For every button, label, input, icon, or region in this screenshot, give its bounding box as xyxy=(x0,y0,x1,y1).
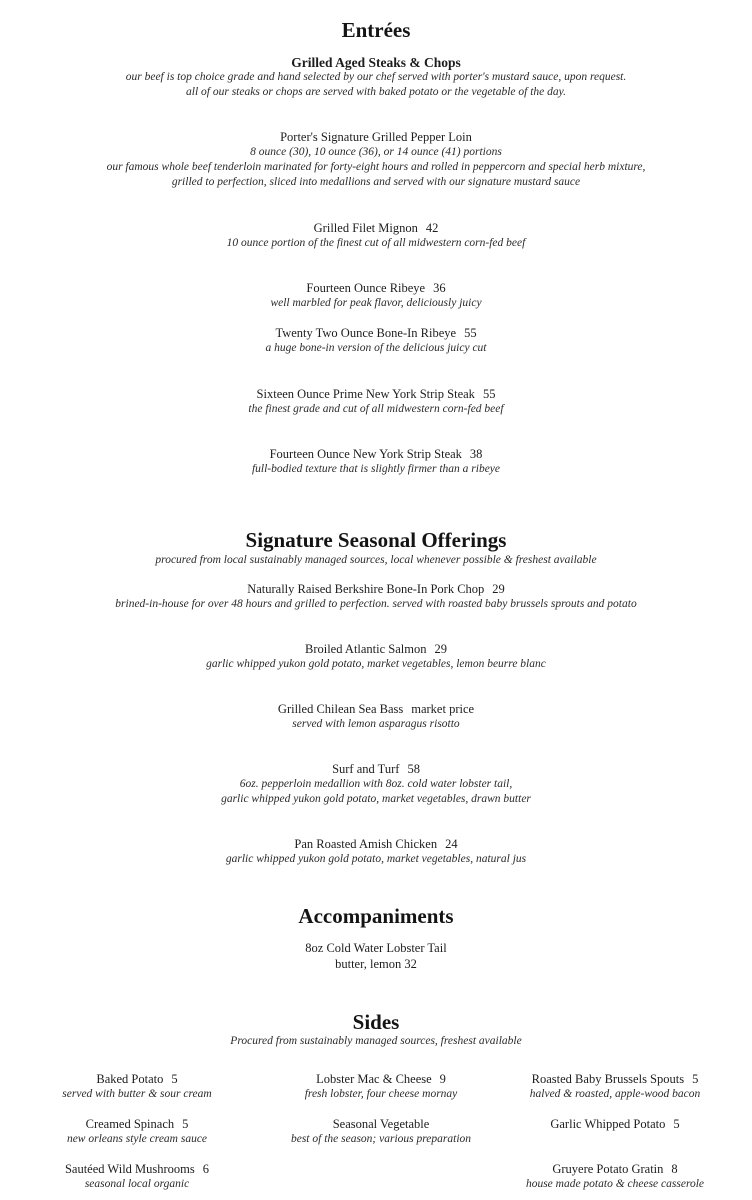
item-price: 24 xyxy=(445,837,458,851)
item-name: Grilled Chilean Sea Bass xyxy=(277,702,404,716)
item-name: Porter's Signature Grilled Pepper Loin xyxy=(280,130,472,144)
menu-item xyxy=(0,280,752,311)
item-name: Surf and Turf xyxy=(332,762,400,776)
item-name: Garlic Whipped Potato xyxy=(550,1117,666,1131)
item-name: Seasonal Vegetable xyxy=(332,1117,430,1131)
item-description: full-bodied texture that is slightly firmer than a ribeye xyxy=(251,463,501,475)
item-description: served with butter & sour cream xyxy=(62,1088,212,1100)
item-description: the finest grade and cut of all midwestern corn-fed beef xyxy=(248,403,504,415)
item-price: 5 xyxy=(182,1117,189,1131)
item-description: brined-in-house for over 48 hours and grilled to perfection. served with roasted baby brussels sprouts and potato xyxy=(115,598,637,610)
item-price: 42 xyxy=(425,221,439,235)
item-name: Sautéed Wild Mushrooms xyxy=(64,1162,195,1176)
steaks-chops-subheading: Grilled Aged Steaks & Chops xyxy=(291,55,461,70)
menu-item xyxy=(0,446,752,477)
sides-intro: Procured from sustainably managed sources, freshest available xyxy=(230,1035,522,1047)
item-price: 58 xyxy=(407,762,420,776)
item-name: Roasted Baby Brussels Spouts xyxy=(531,1072,685,1086)
item-name: Fourteen Ounce Ribeye xyxy=(306,281,426,295)
item-name: Lobster Mac & Cheese xyxy=(316,1072,432,1086)
item-price: 55 xyxy=(482,387,496,401)
item-description: halved & roasted, apple-wood bacon xyxy=(529,1088,701,1100)
item-description: grilled to perfection, sliced into medallions and served with our signature mustard sauce xyxy=(171,176,581,188)
menu-item xyxy=(0,940,752,972)
item-price: 9 xyxy=(439,1072,446,1086)
item-description: seasonal local organic xyxy=(84,1178,190,1190)
item-description: garlic whipped yukon gold potato, market vegetables, drawn butter xyxy=(221,793,531,805)
item-name: 8oz Cold Water Lobster Tail xyxy=(305,941,447,955)
side-item xyxy=(12,1161,262,1192)
item-description: 10 ounce portion of the finest cut of all midwestern corn-fed beef xyxy=(226,237,526,249)
item-price: 29 xyxy=(434,642,447,656)
side-item xyxy=(490,1116,740,1132)
signature-heading: Signature Seasonal Offerings xyxy=(245,528,507,552)
item-name: Twenty Two Ounce Bone-In Ribeye xyxy=(275,326,457,340)
signature-intro: procured from local sustainably managed sources, local whenever possible & freshest available xyxy=(155,554,597,566)
item-price: 29 xyxy=(492,582,505,596)
item-description: garlic whipped yukon gold potato, market vegetables, lemon beurre blanc xyxy=(206,658,546,670)
item-description: 8 ounce (30), 10 ounce (36), or 14 ounce (41) portions xyxy=(250,146,502,158)
item-price: 55 xyxy=(464,326,477,340)
item-price: 38 xyxy=(469,447,483,461)
side-item xyxy=(256,1071,506,1102)
item-description: new orleans style cream sauce xyxy=(66,1133,208,1145)
item-description: fresh lobster, four cheese mornay xyxy=(304,1088,458,1100)
item-description: 6oz. pepperloin medallion with 8oz. cold water lobster tail, xyxy=(239,778,513,790)
item-description: a huge bone-in version of the delicious juicy cut xyxy=(265,342,487,354)
item-price: 6 xyxy=(202,1162,210,1176)
item-price: market price xyxy=(411,702,475,716)
side-item xyxy=(256,1116,506,1147)
item-name: Fourteen Ounce New York Strip Steak xyxy=(269,447,462,461)
menu-item xyxy=(0,129,752,190)
item-name: Pan Roasted Amish Chicken xyxy=(294,837,438,851)
item-name: Sixteen Ounce Prime New York Strip Steak xyxy=(256,387,475,401)
menu-item xyxy=(0,641,752,672)
menu-item xyxy=(0,325,752,356)
item-description: garlic whipped yukon gold potato, market vegetables, natural jus xyxy=(225,853,527,865)
item-name: Broiled Atlantic Salmon xyxy=(304,642,427,656)
item-description: well marbled for peak flavor, deliciously juicy xyxy=(270,297,482,309)
item-price: 5 xyxy=(171,1072,178,1086)
menu-item xyxy=(0,581,752,612)
item-price: 36 xyxy=(433,281,446,295)
accompaniments-heading: Accompaniments xyxy=(298,904,454,928)
entrees-heading: Entrées xyxy=(341,18,411,42)
menu-item xyxy=(0,836,752,867)
item-description: our famous whole beef tenderloin marinated for forty-eight hours and rolled in peppercorn and special herb mixture, xyxy=(106,161,646,173)
steaks-intro-line-1: our beef is top choice grade and hand selected by our chef served with porter's mustard sauce, upon request. xyxy=(125,71,627,83)
item-name: Gruyere Potato Gratin xyxy=(552,1162,664,1176)
item-name: Grilled Filet Mignon xyxy=(313,221,418,235)
item-price: 5 xyxy=(673,1117,680,1131)
side-item xyxy=(490,1071,740,1102)
sides-heading: Sides xyxy=(352,1010,400,1034)
item-price: 5 xyxy=(692,1072,699,1086)
item-description: house made potato & cheese casserole xyxy=(525,1178,705,1190)
menu-item xyxy=(0,701,752,732)
item-description: best of the season; various preparation xyxy=(290,1133,472,1145)
item-description: served with lemon asparagus risotto xyxy=(292,718,460,730)
steaks-intro-line-2: all of our steaks or chops are served with baked potato or the vegetable of the day. xyxy=(186,86,566,98)
menu-item xyxy=(0,220,752,251)
item-name: Baked Potato xyxy=(96,1072,164,1086)
item-detail: butter, lemon 32 xyxy=(335,957,417,971)
side-item xyxy=(490,1161,740,1192)
side-item xyxy=(12,1116,262,1147)
menu-item xyxy=(0,761,752,807)
item-price: 8 xyxy=(671,1162,678,1176)
item-name: Creamed Spinach xyxy=(85,1117,175,1131)
side-item xyxy=(12,1071,262,1102)
menu-item xyxy=(0,386,752,417)
item-name: Naturally Raised Berkshire Bone-In Pork Chop xyxy=(247,582,485,596)
